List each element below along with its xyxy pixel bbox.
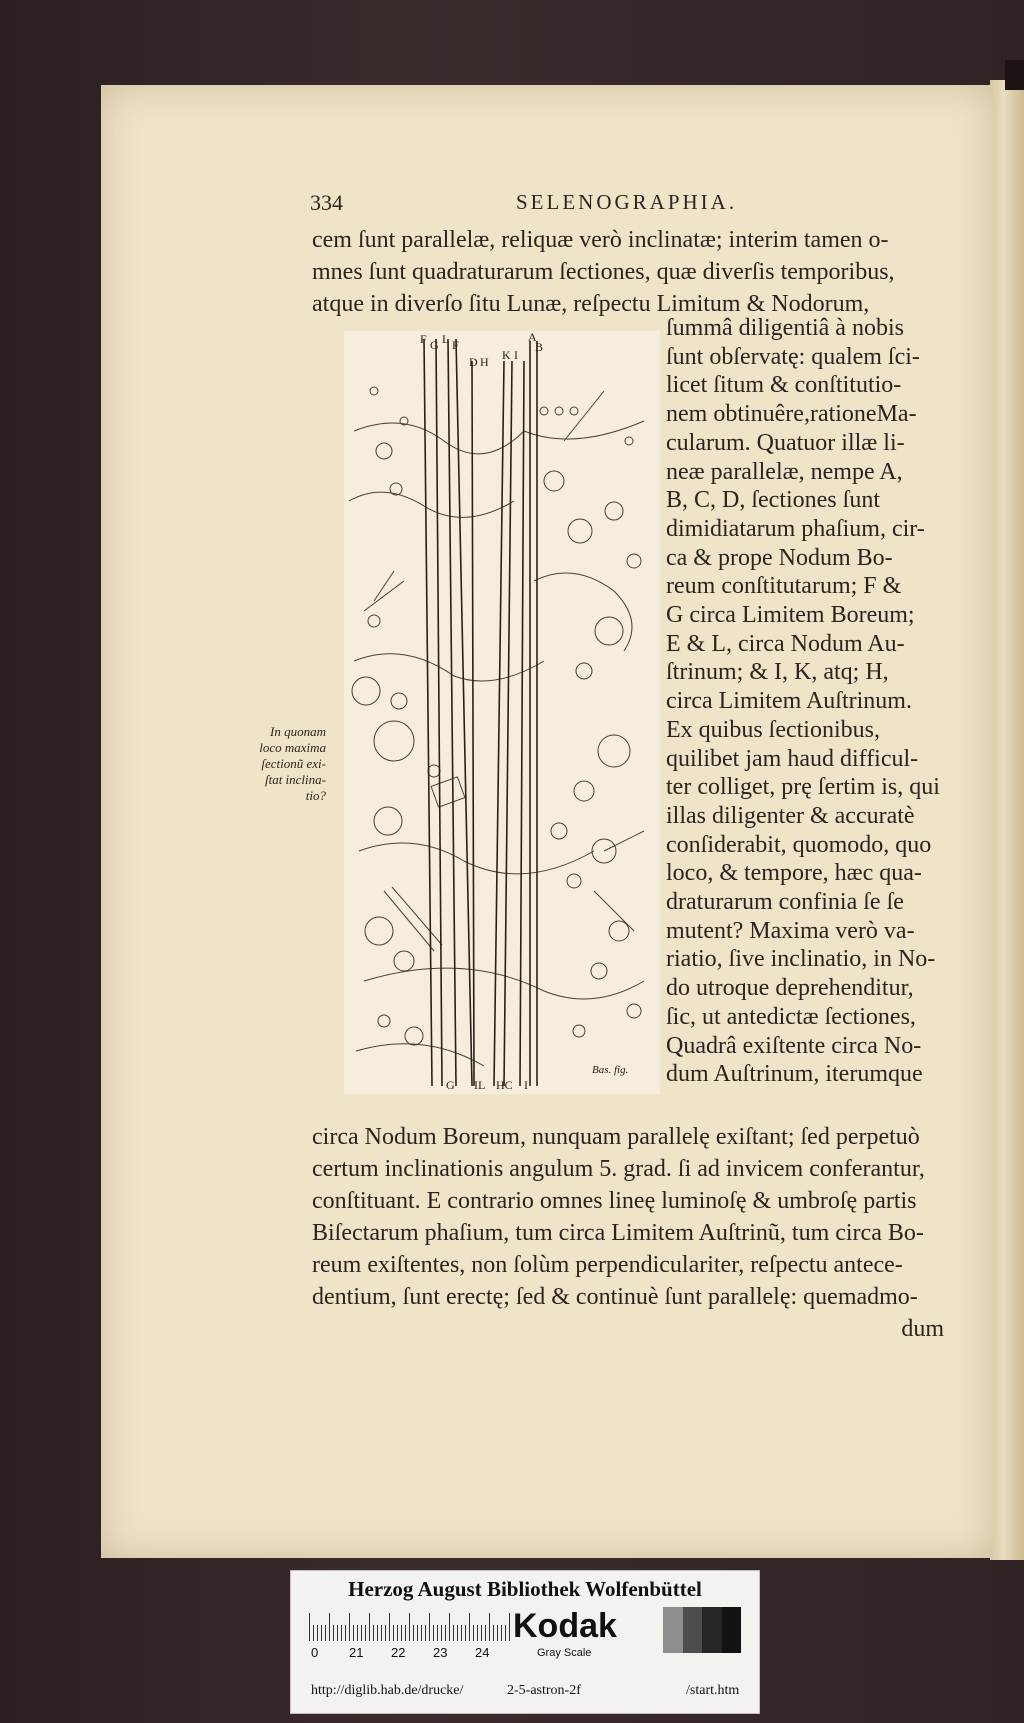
running-head bbox=[310, 190, 940, 220]
page-edge-shadow bbox=[1005, 60, 1024, 90]
text-line: E & L, circa Nodum Au- bbox=[666, 630, 905, 657]
ruler-tick bbox=[505, 1625, 506, 1641]
ruler-tick bbox=[413, 1625, 414, 1641]
text-line: Quadrâ exiſtente circa No- bbox=[666, 1032, 922, 1059]
ruler-tick bbox=[429, 1613, 430, 1641]
text-line: mnes ſunt quadraturarum ſectiones, quæ diverſis temporibus, bbox=[312, 259, 895, 285]
text-line: cularum. Quatuor illæ li- bbox=[666, 429, 905, 456]
margin-note-line: tio? bbox=[305, 788, 326, 803]
figure-label: H bbox=[480, 355, 489, 369]
text-line: Biſectarum phaſium, tum circa Limitem Auſtrinũ, tum circa Bo- bbox=[312, 1220, 924, 1246]
figure-label: F bbox=[452, 338, 459, 352]
ruler-tick bbox=[365, 1625, 366, 1641]
library-name: Herzog August Bibliothek Wolfenbüttel bbox=[348, 1577, 702, 1601]
page-edge bbox=[990, 80, 1024, 1560]
moon-sections-engraving bbox=[344, 331, 660, 1094]
text-line: ſummâ diligentiâ à nobis bbox=[666, 315, 904, 341]
text-line: quilibet jam haud difficul- bbox=[666, 745, 919, 772]
margin-note-line: ſectionũ exi- bbox=[261, 756, 326, 771]
ruler-tick bbox=[353, 1625, 354, 1641]
ruler-tick bbox=[405, 1625, 406, 1641]
text-line: mutent? Maxima verò va- bbox=[666, 917, 915, 944]
figure-label: L bbox=[442, 332, 450, 346]
ruler-tick bbox=[441, 1625, 442, 1641]
figure-label: I bbox=[524, 1078, 528, 1092]
ruler-tick bbox=[465, 1625, 466, 1641]
margin-note-line: loco maxima bbox=[259, 740, 326, 755]
text-line: G circa Limitem Boreum; bbox=[666, 602, 915, 628]
ruler-scale bbox=[309, 1611, 509, 1641]
ruler-tick bbox=[317, 1625, 318, 1641]
ruler-tick bbox=[373, 1625, 374, 1641]
ruler-tick bbox=[377, 1625, 378, 1641]
text-line: circa Limitem Auſtrinum. bbox=[666, 688, 912, 715]
ruler-tick bbox=[341, 1625, 342, 1641]
section-lines bbox=[424, 339, 537, 1086]
text-line: conſiderabit, quomodo, quo bbox=[666, 831, 932, 858]
text-line: dum Auſtrinum, iterumque bbox=[666, 1061, 923, 1088]
ruler-tick bbox=[361, 1625, 362, 1641]
text-line: reum conſtitutarum; F & bbox=[666, 573, 902, 600]
figure-label: I bbox=[514, 348, 518, 362]
figure-label: A bbox=[528, 331, 537, 344]
text-line: ter colliget, prę ſertim is, qui bbox=[666, 774, 940, 801]
ruler-tick bbox=[309, 1613, 310, 1641]
text-line: neæ parallelæ, nempe A, bbox=[666, 458, 903, 485]
ruler-number: 0 bbox=[311, 1645, 319, 1660]
ruler-tick bbox=[357, 1625, 358, 1641]
ruler-number: 24 bbox=[475, 1645, 490, 1660]
text-line: cem ſunt parallelæ, reliquæ verò inclinatæ; interim tamen o- bbox=[312, 227, 889, 253]
ruler-tick bbox=[485, 1625, 486, 1641]
ruler-tick bbox=[489, 1613, 490, 1641]
running-title: SELENOGRAPHIA. bbox=[516, 190, 738, 214]
ruler-tick bbox=[433, 1625, 434, 1641]
figure-label: B bbox=[535, 340, 544, 354]
ruler-tick bbox=[385, 1625, 386, 1641]
text-line: ſunt obſervatę: qualem ſci- bbox=[666, 343, 920, 370]
ruler-tick bbox=[389, 1613, 390, 1641]
ruler-tick bbox=[445, 1625, 446, 1641]
gray-swatch bbox=[702, 1607, 722, 1653]
start-link: /start.htm bbox=[686, 1683, 740, 1698]
ruler-tick bbox=[369, 1613, 370, 1641]
text-line: loco, & tempore, hæc qua- bbox=[666, 860, 922, 887]
text-line: dentium, ſunt erectę; ſed & continuè ſunt parallelę: quemadmo- bbox=[312, 1284, 918, 1310]
ruler-tick bbox=[497, 1625, 498, 1641]
text-line: dimidiatarum phaſium, cir- bbox=[666, 515, 925, 542]
figure-label: IL bbox=[474, 1078, 486, 1092]
ruler-tick bbox=[477, 1625, 478, 1641]
digital-library-url: http://diglib.hab.de/drucke/ bbox=[311, 1683, 464, 1698]
margin-note-line: In quonam bbox=[270, 724, 326, 739]
ruler-tick bbox=[421, 1625, 422, 1641]
text-line: ca & prope Nodum Bo- bbox=[666, 544, 893, 571]
figure-label: F bbox=[420, 332, 427, 346]
ruler-number: 23 bbox=[433, 1645, 448, 1660]
moon-spots bbox=[349, 387, 644, 1066]
ruler-tick bbox=[349, 1613, 350, 1641]
shelfmark: 2-5-astron-2f bbox=[507, 1683, 581, 1698]
ruler-tick bbox=[509, 1613, 510, 1641]
ruler-tick bbox=[461, 1625, 462, 1641]
figure-label: G bbox=[430, 338, 439, 352]
text-line: draturarum confinia ſe ſe bbox=[666, 889, 904, 915]
text-line: reum exiſtentes, non ſolùm perpendiculariter, reſpectu antece- bbox=[312, 1252, 903, 1278]
color-calibration-card bbox=[290, 1570, 760, 1714]
ruler-numbers bbox=[309, 1645, 509, 1661]
ruler-tick bbox=[325, 1625, 326, 1641]
text-line: riatio, ſive inclinatio, in No- bbox=[666, 946, 936, 973]
ruler-tick bbox=[345, 1625, 346, 1641]
page-number: 334 bbox=[310, 190, 343, 215]
text-line: ſtrinum; & I, K, atq; H, bbox=[666, 659, 889, 686]
ruler-tick bbox=[453, 1625, 454, 1641]
text-line: certum inclinationis angulum 5. grad. ſi ad invicem conferantur, bbox=[312, 1156, 925, 1182]
ruler-tick bbox=[501, 1625, 502, 1641]
ruler-tick bbox=[425, 1625, 426, 1641]
text-line: ſic, ut antedictæ ſectiones, bbox=[666, 1003, 916, 1030]
ruler-tick bbox=[481, 1625, 482, 1641]
ruler-tick bbox=[449, 1613, 450, 1641]
gray-swatches bbox=[663, 1607, 741, 1653]
ruler-tick bbox=[493, 1625, 494, 1641]
margin-note bbox=[246, 724, 326, 804]
text-line: licet ſitum & conſtitutio- bbox=[666, 372, 902, 399]
ruler-tick bbox=[417, 1625, 418, 1641]
figure-label: G bbox=[446, 1078, 455, 1092]
engraver-signature: Bas. fig. bbox=[592, 1064, 629, 1076]
figure-label: HC bbox=[496, 1078, 513, 1092]
ruler-tick bbox=[381, 1625, 382, 1641]
ruler-tick bbox=[313, 1625, 314, 1641]
text-line: conſtituant. E contrario omnes lineę luminoſę & umbroſę partis bbox=[312, 1188, 917, 1214]
gray-swatch bbox=[683, 1607, 703, 1653]
text-line: atque in diverſo ſitu Lunæ, reſpectu Limitum & Nodorum, bbox=[312, 291, 870, 317]
text-line: illas diligenter & accuratè bbox=[666, 802, 915, 829]
ruler-tick bbox=[437, 1625, 438, 1641]
ruler-tick bbox=[457, 1625, 458, 1641]
ruler-tick bbox=[469, 1613, 470, 1641]
text-line: circa Nodum Boreum, nunquam parallelę exiſtant; ſed perpetuò bbox=[312, 1124, 920, 1150]
gray-swatch bbox=[722, 1607, 742, 1653]
ruler-tick bbox=[393, 1625, 394, 1641]
ruler-tick bbox=[333, 1625, 334, 1641]
text-line: do utroque deprehenditur, bbox=[666, 975, 914, 1002]
ruler-number: 22 bbox=[391, 1645, 406, 1660]
ruler-number: 21 bbox=[349, 1645, 364, 1660]
ruler-tick bbox=[321, 1625, 322, 1641]
ruler-tick bbox=[409, 1613, 410, 1641]
catchword: dum bbox=[901, 1316, 944, 1342]
ruler-tick bbox=[329, 1613, 330, 1641]
ruler-tick bbox=[337, 1625, 338, 1641]
gray-scale-label: Gray Scale bbox=[537, 1647, 592, 1659]
ruler-tick bbox=[473, 1625, 474, 1641]
text-line: B, C, D, ſectiones ſunt bbox=[666, 487, 880, 514]
figure-label: K bbox=[502, 348, 511, 362]
ruler-tick bbox=[401, 1625, 402, 1641]
kodak-logo: Kodak bbox=[513, 1607, 617, 1645]
figure-label: D bbox=[469, 355, 478, 369]
margin-note-line: ſtat inclina- bbox=[264, 772, 326, 787]
engraving-svg bbox=[344, 331, 660, 1094]
text-line: nem obtinuêre,rationeMa- bbox=[666, 401, 917, 428]
ruler-tick bbox=[397, 1625, 398, 1641]
text-line: Ex quibus ſectionibus, bbox=[666, 716, 880, 743]
gray-swatch bbox=[663, 1607, 683, 1653]
